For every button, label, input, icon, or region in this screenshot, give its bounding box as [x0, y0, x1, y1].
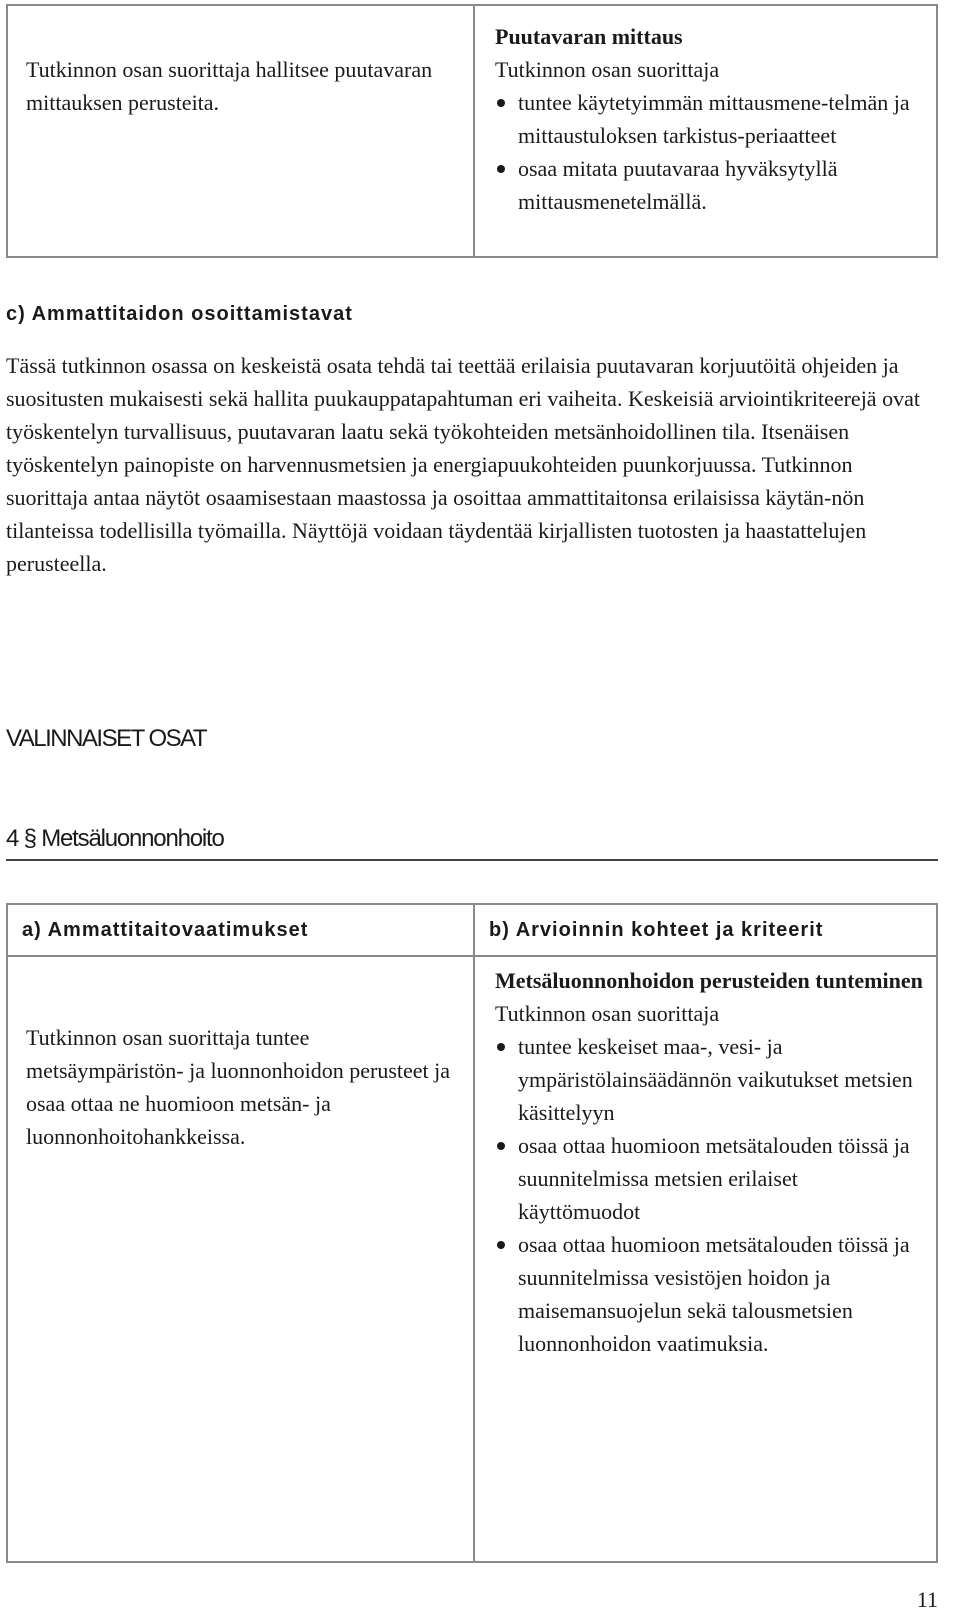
bullet-item: tuntee käytetyimmän mittausmene-telmän ja mittaustuloksen tarkistus-periaatteet [495, 86, 925, 152]
header-divider [8, 955, 936, 957]
bullet-item: osaa ottaa huomioon metsätalouden töissä ja suunnitelmissa metsien erilaiset käyttömuodot [495, 1129, 925, 1228]
bottom-table [6, 903, 938, 1563]
module-heading-rule [6, 859, 938, 861]
top-right-bullet-list [495, 86, 925, 218]
top-table [6, 4, 938, 258]
column-divider [473, 905, 475, 1561]
page-number: 11 [916, 1587, 938, 1612]
bullet-item: osaa ottaa huomioon metsätalouden töissä ja suunnitelmissa vesistöjen hoidon ja maisemansuojelun sekä talousmetsien luonnonhoidon vaatimuksia. [495, 1228, 925, 1360]
col-a-heading: a) Ammattitaitovaatimukset [22, 919, 309, 941]
bullet-item: osaa mitata puutavaraa hyväksytyllä mittausmenetelmällä. [495, 152, 925, 218]
bottom-left-cell-text: Tutkinnon osan suorittaja tuntee metsäympäristön- ja luonnonhoidon perusteet ja osaa ottaa ne huomioon metsän- ja luonnonhoitohankkeissa. [26, 1025, 451, 1149]
bullet-item: tuntee keskeiset maa-, vesi- ja ympäristölainsäädännön vaikutukset metsien käsittelyyn [495, 1030, 925, 1129]
section-c-body: Tässä tutkinnon osassa on keskeistä osata tehdä tai teettää erilaisia puutavaran korjuutöitä ohjeiden ja suositusten mukaisesti sekä hallita puukauppatapahtuman eri vaiheita. Keskeisiä arviointikriteerejä ovat työskentelyn turvallisuus, puutavaran laatu sekä työkohteiden metsänhoidollinen tila. Itsenäisen työskentelyn painopiste on harvennusmetsien ja energiapuukohteiden puunkorjuussa. Tutkinnon suorittaja antaa näytöt osaamisestaan maastossa ja osoittaa ammattitaitonsa erilaisissa käytän-nön tilanteissa todellisilla työmailla. Näyttöjä voidaan täydentää kirjallisten tuotosten ja haastattelujen perusteella. [6, 353, 920, 576]
top-left-cell-text: Tutkinnon osan suorittaja hallitsee puutavaran mittauksen perusteita. [26, 57, 433, 115]
top-right-intro: Tutkinnon osan suorittaja [495, 57, 720, 82]
bottom-right-bullet-list [495, 1030, 925, 1360]
optional-parts-heading: VALINNAISET OSAT [6, 725, 207, 752]
col-b-heading: b) Arvioinnin kohteet ja kriteerit [489, 919, 824, 941]
bottom-right-intro: Tutkinnon osan suorittaja [495, 1001, 720, 1026]
bottom-right-title: Metsäluonnonhoidon perusteiden tunteminen [495, 968, 923, 993]
section-c-heading: c) Ammattitaidon osoittamistavat [6, 303, 353, 325]
module-heading: 4 § Metsäluonnonhoito [6, 825, 224, 852]
bottom-right-cell [495, 964, 925, 1360]
top-right-cell [495, 20, 925, 218]
top-right-title: Puutavaran mittaus [495, 24, 683, 49]
column-divider [473, 6, 475, 256]
